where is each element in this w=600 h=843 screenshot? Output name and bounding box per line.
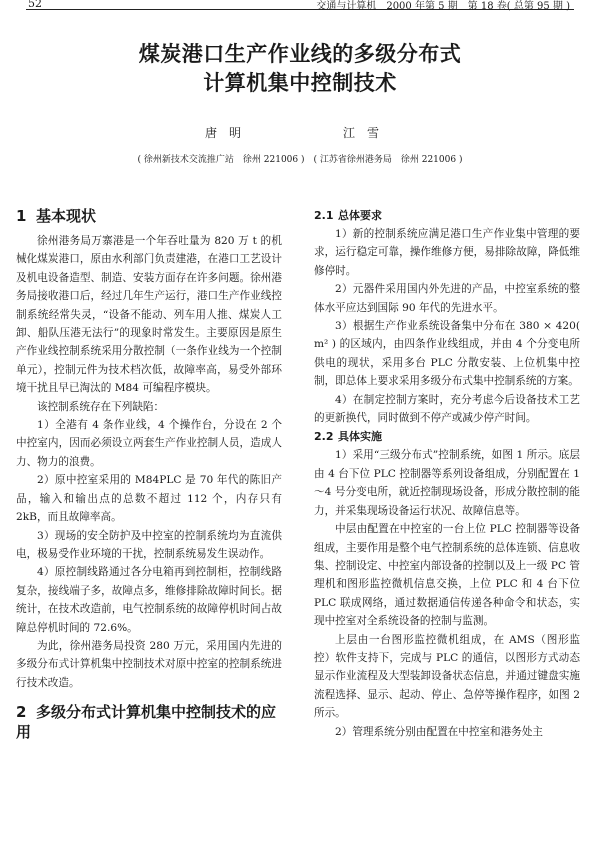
page-number: 52: [28, 0, 42, 10]
section-heading: [16, 702, 282, 742]
list-item: 3）现场的安全防护及中控室的控制系统均为直流供电，极易受作业环境的干扰，控制系统易发生误动作。: [16, 529, 282, 560]
author-name: 唐 明: [205, 126, 242, 140]
list-item: 2）元器件采用国内外先进的产品，中控室系统的整体水平应达到国际 90 年代的先进水平。: [314, 283, 580, 314]
subsection-title: 总体要求: [338, 209, 382, 222]
body-paragraph: 该控制系统存在下列缺陷：: [37, 400, 165, 413]
list-item: 4）原控制线路通过各分电箱再到控制柜，控制线路复杂，接线端子多，故障点多，维修排除故障时间长。据统计，在技术改造前，电气控制系统的故障停机时间占故障总停机时间的 72.6%。: [16, 566, 282, 634]
right-column: [314, 206, 580, 741]
subsection-heading: [314, 206, 580, 225]
journal-info: 交通与计算机 2000 年第 5 期 第 18 卷( 总第 95 期 ): [316, 1, 570, 12]
paper-title: [0, 40, 600, 98]
title-line-2: 计算机集中控制技术: [203, 71, 397, 95]
list-item: 1）全港有 4 条作业线，4 个操作台，分设在 2 个中控室内，因而必须设立两套生产作业控制人员，造成人力、物力的浪费。: [16, 419, 282, 468]
body-paragraph: 为此，徐州港务局投资 280 万元，采用国内先进的多级分布式计算机集中控制技术对原中控室的控制系统进行技术改造。: [16, 639, 282, 689]
list-item: 2）管理系统分别由配置在中控室和港务处主: [335, 725, 544, 738]
title-line-1: 煤炭港口生产作业线的多级分布式: [138, 42, 462, 66]
list-item: 2）原中控室采用的 M84PLC 是 70 年代的陈旧产品，输入和输出点的总数不超过 112 个，内存只有 2kB，而且故障率高。: [16, 474, 282, 524]
subsection-number: 2.2: [314, 430, 334, 444]
body-paragraph: 上层由一台图形监控微机组成，在 AMS（图形监控）软件支持下，完成与 PLC 的通信，以图形方式动态显示作业流程及大型装卸设备状态信息，并通过键盘实施流程选择、显示、起动、停止、急停等操作程序，如图 2 所示。: [314, 633, 580, 720]
running-header: [0, 0, 600, 14]
list-item: 1）新的控制系统应满足港口生产作业集中管理的要求，运行稳定可靠，操作维修方便，易排除故障，降低维修停时。: [314, 228, 580, 277]
list-item: 4）在制定控制方案时，充分考虑今后设备技术工艺的更新换代，同时做到不停产或减少停产时间。: [314, 393, 580, 425]
subsection-title: 具体实施: [338, 430, 382, 444]
left-column: [16, 206, 282, 748]
subsection-number: 2.1: [314, 209, 334, 222]
spacer: [16, 692, 282, 702]
list-item: 1）采用“三级分布式”控制系统，如图 1 所示。底层由 4 台下位 PLC 控制器等系列设备组成，分别配置在 1～4 号分变电所，就近控制现场设备，形成分散控制的能力，并采集现场设备运行状况、故障信息等。: [314, 449, 580, 517]
author-name: 江 雪: [343, 126, 380, 140]
section-title: 多级分布式计算机集中控制技术的应用: [16, 703, 277, 742]
section-title: 基本现状: [36, 207, 97, 225]
body-paragraph: 徐州港务局万寨港是一个年吞吐量为 820 万 t 的机械化煤炭港口，原由水利部门负责建港，在港口工艺设计及机电设备造型、制造、安装方面存在许多问题。徐州港务局接收港口后，经过几年生产运行，港口生产作业线控制系统经常失灵，“设备不能动、列车用人推、煤炭人工卸、船队压港无法行”的现象时常发生。主要原因是原生产作业线控制系统采用分散控制（一条作业线为一个控制单元），控制元件为技术档次低，故障率高，易受外部环境干扰且早已淘汰的 M84 可编程序模块。: [16, 235, 282, 395]
list-item: 3）根据生产作业系统设备集中分布在 380 × 420( m² ) 的区域内，由四条作业线组成，并由 4 个分变电所供电的现状，采用多台 PLC 分散安装、上位机集中控制，即总体上要求采用多级分布式集中控制系统的方案。: [314, 320, 580, 388]
section-heading: [16, 206, 282, 226]
section-number: 2: [16, 703, 27, 722]
header-rule: [26, 9, 574, 10]
subsection-heading: [314, 427, 580, 446]
affiliation: ( 徐州新技术交流推广站 徐州 221006 ) ( 江苏省徐州港务局 徐州 221006 ): [137, 155, 463, 165]
body-paragraph: 中层由配置在中控室的一台上位 PLC 控制器等设备组成，主要作用是整个电气控制系统的总体连锁、信息收集、控制设定、中控室内部设备的控制以及上一级 PC 管理机和图形监控微机信息交换，上位 PLC 和 4 台下位 PLC 联成网络，通过数据通信传递各种命令和状态，实现中控室对全系统设备的控制与监测。: [314, 523, 580, 628]
section-number: 1: [16, 207, 27, 225]
